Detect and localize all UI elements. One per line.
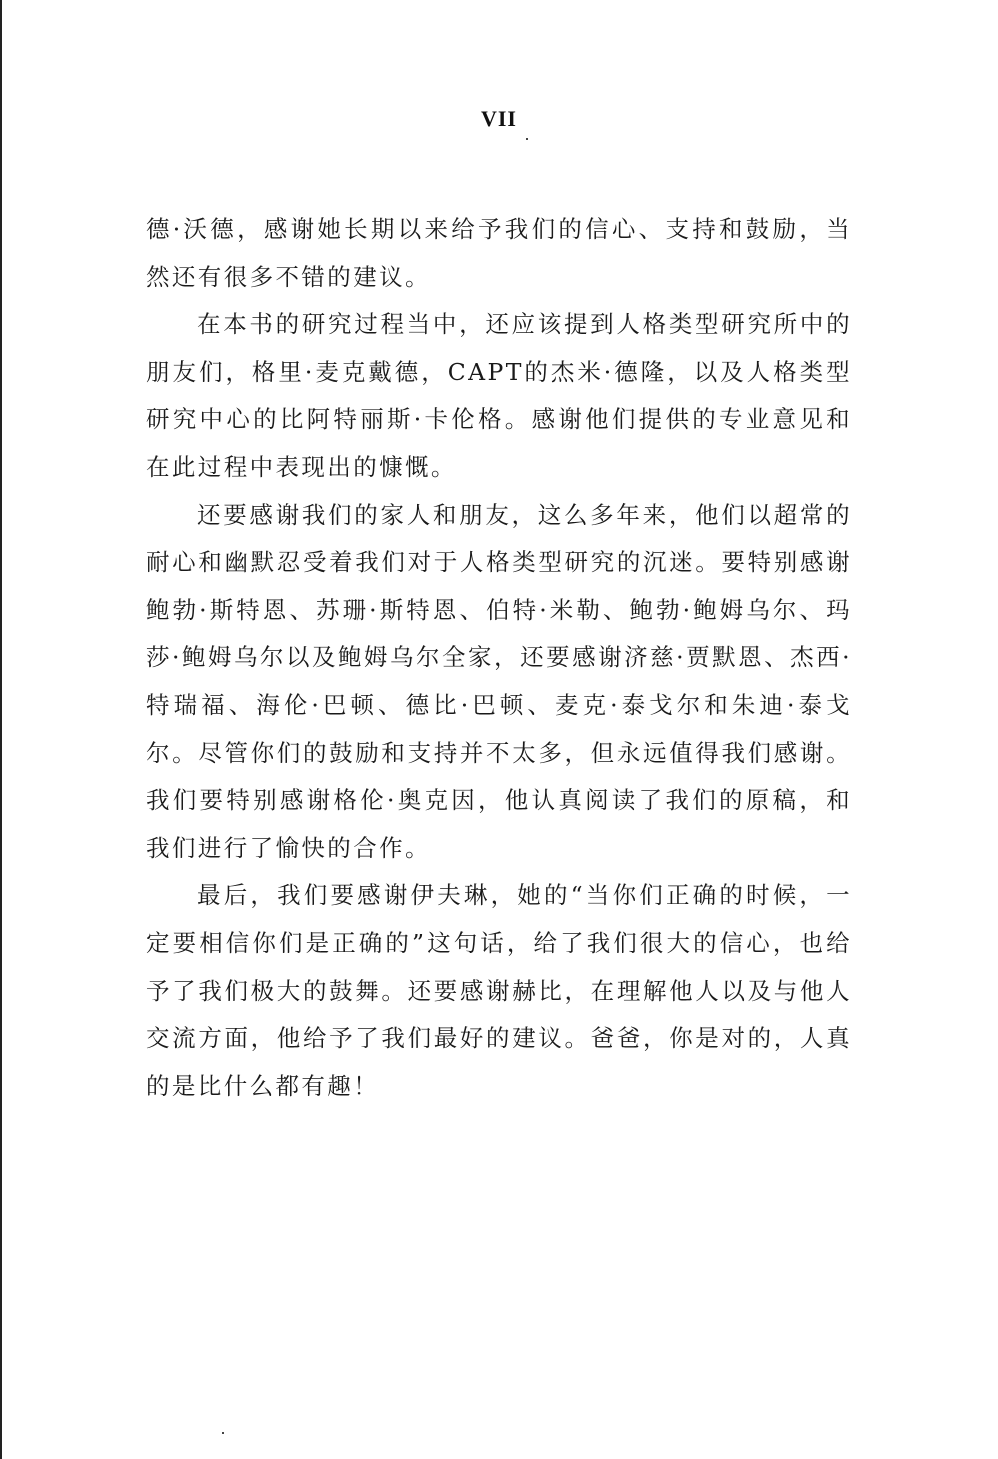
body-text <box>146 206 852 1110</box>
scan-speck <box>526 138 528 140</box>
scan-speck <box>222 1432 224 1434</box>
paragraph-2: 在本书的研究过程当中，还应该提到人格类型研究所中的朋友们，格里·麦克戴德，CAPT的杰米·德隆，以及人格类型研究中心的比阿特丽斯·卡伦格。感谢他们提供的专业意见和在此过程中表现出的慷慨。 <box>146 310 852 481</box>
page-left-border <box>0 0 2 1459</box>
paragraph-4: 最后，我们要感谢伊夫琳，她的“当你们正确的时候，一定要相信你们是正确的”这句话，给了我们很大的信心，也给予了我们极大的鼓舞。还要感谢赫比，在理解他人以及与他人交流方面，他给予了我们最好的建议。爸爸，你是对的，人真的是比什么都有趣！ <box>146 881 852 1100</box>
paragraph-1: 德·沃德，感谢她长期以来给予我们的信心、支持和鼓励，当然还有很多不错的建议。 <box>146 215 852 291</box>
paragraph-3: 还要感谢我们的家人和朋友，这么多年来，他们以超常的耐心和幽默忍受着我们对于人格类型研究的沉迷。要特别感谢鲍勃·斯特恩、苏珊·斯特恩、伯特·米勒、鲍勃·鲍姆乌尔、玛莎·鲍姆乌尔以及鲍姆乌尔全家，还要感谢济慈·贾默恩、杰西·特瑞福、海伦·巴顿、德比·巴顿、麦克·泰戈尔和朱迪·泰戈尔。尽管你们的鼓励和支持并不太多，但永远值得我们感谢。我们要特别感谢格伦·奥克因，他认真阅读了我们的原稿，和我们进行了愉快的合作。 <box>146 500 852 862</box>
page-number: VII <box>480 106 517 131</box>
